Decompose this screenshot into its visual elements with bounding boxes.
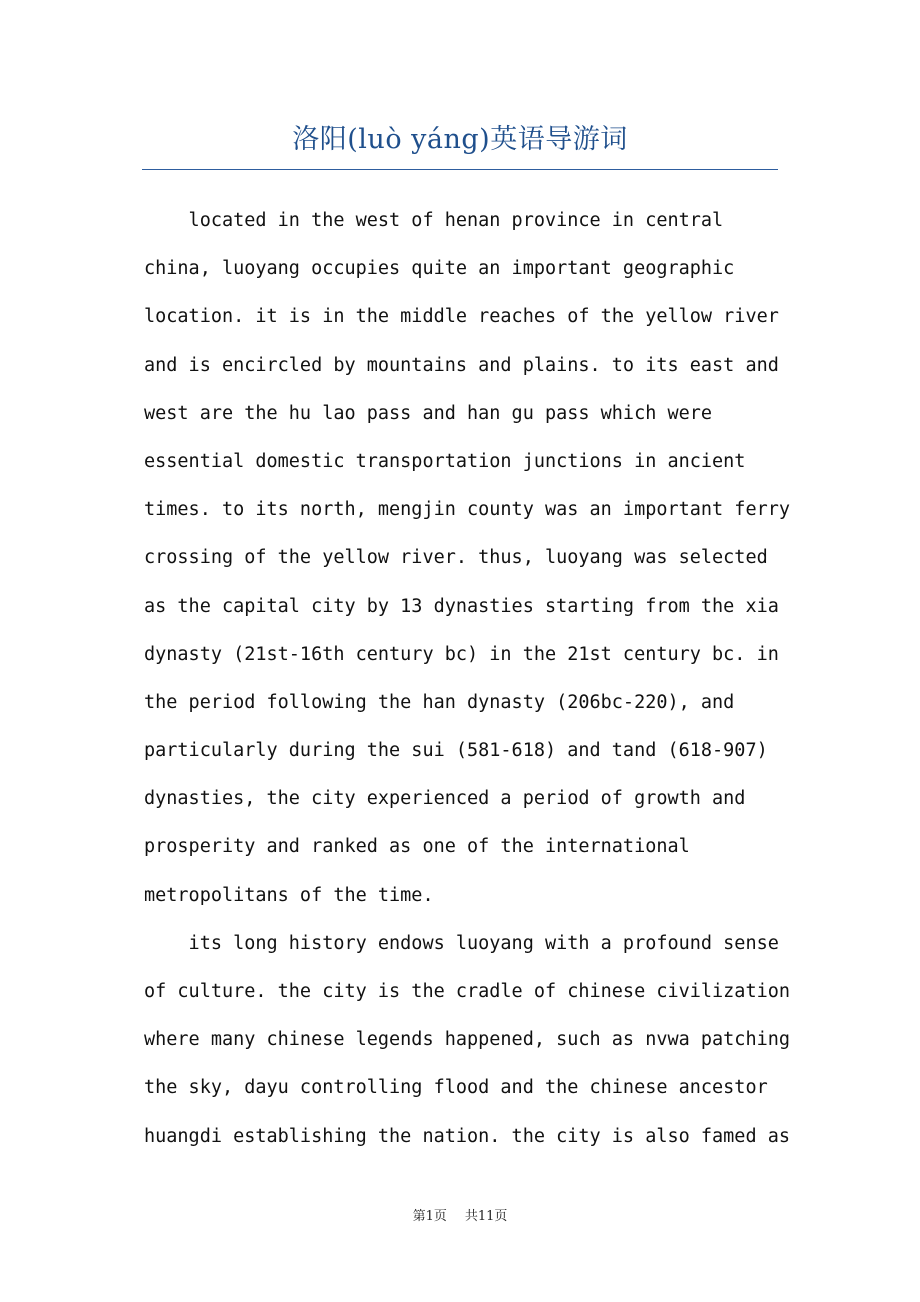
text-line: location. it is in the middle reaches of the yellow river [144,306,779,328]
text-line: and is encircled by mountains and plains. to its east and [144,354,779,376]
page-number-current: 第1页 [412,1209,447,1224]
text-line: crossing of the yellow river. thus, luoyang was selected [144,547,768,569]
text-line: the sky, dayu controlling flood and the chinese ancestor [144,1077,768,1099]
page-footer [0,1205,920,1224]
document-body [144,197,791,1161]
text-line: where many chinese legends happened, such as nvwa patching [144,1029,791,1051]
text-line: huangdi establishing the nation. the city is also famed as [144,1125,791,1147]
text-line: west are the hu lao pass and han gu pass which were [144,402,713,424]
text-line: dynasty (21st-16th century bc) in the 21st century bc. in [144,643,779,665]
page-title: 洛阳(luò yáng)英语导游词 [292,124,628,155]
text-line: as the capital city by 13 dynasties starting from the xia [144,595,779,617]
text-line: dynasties, the city experienced a period of growth and [144,788,746,810]
title-divider [142,169,778,170]
text-line: times. to its north, mengjin county was an important ferry [144,499,791,521]
page-number-total: 共11页 [464,1209,508,1224]
text-line: located in the west of henan province in central [144,210,724,231]
text-line: essential domestic transportation junctions in ancient [144,450,746,472]
text-line: particularly during the sui (581-618) and tand (618-907) [144,740,768,762]
text-line: the period following the han dynasty (206bc-220), and [144,691,735,713]
text-line: of culture. the city is the cradle of chinese civilization [144,981,791,1002]
text-line: its long history endows luoyang with a profound sense [144,932,779,954]
text-line: china, luoyang occupies quite an important geographic [144,258,735,280]
text-line: prosperity and ranked as one of the international [144,836,690,858]
text-line: metropolitans of the time. [144,884,434,906]
